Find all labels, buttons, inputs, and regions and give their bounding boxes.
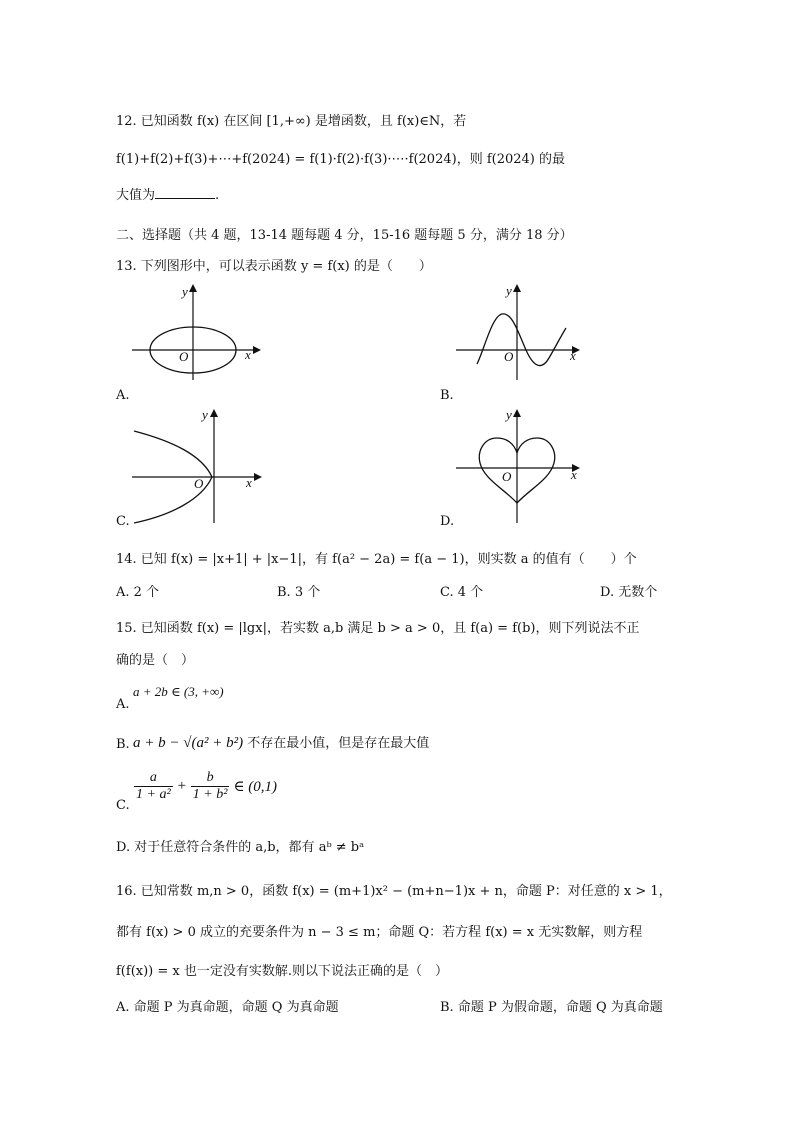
- q14-option-b: B. 3 个: [277, 585, 321, 600]
- q14-option-a: A. 2 个: [116, 585, 160, 600]
- q12-line-1: 12. 已知函数 f(x) 在区间 [1,+∞) 是增函数，且 f(x)∈N，若: [116, 114, 467, 129]
- q13-option-d: D.: [440, 514, 455, 529]
- graph-a-x-label: x: [245, 347, 251, 362]
- q15-option-b-label: B.: [116, 737, 130, 752]
- q15-option-a-math: a + 2b ∈ (3, +∞): [133, 684, 224, 699]
- graph-c-x-arrow: [254, 473, 262, 481]
- graph-c-origin: O: [194, 476, 204, 491]
- graph-a-x-arrow: [253, 346, 261, 354]
- q15-option-c-label: C.: [116, 798, 130, 813]
- q16-option-a: A. 命题 P 为真命题，命题 Q 为真命题: [116, 1000, 339, 1015]
- q13-option-c: C.: [116, 514, 130, 529]
- q15-fraction-1: [134, 770, 173, 803]
- q14-option-c: C. 4 个: [440, 585, 484, 600]
- q15-option-c: [134, 770, 277, 803]
- graph-b-y-label: y: [506, 283, 512, 298]
- q13-option-a: A.: [116, 388, 130, 403]
- graph-a-y-arrow: [189, 284, 197, 292]
- graph-d-x-label: x: [571, 467, 577, 482]
- q15-line-1: 15. 已知函数 f(x) = |lgx|，若实数 a,b 满足 b > a > 0，且 f(a) = f(b)，则下列说法不正: [116, 621, 640, 636]
- q14-stem: 14. 已知 f(x) = |x+1| + |x−1|，有 f(a² − 2a) = f(a − 1)，则实数 a 的值有（ ）个: [116, 552, 637, 567]
- graph-b-curve: [477, 314, 566, 366]
- graph-b-x-label: x: [570, 348, 576, 363]
- q16-option-b: B. 命题 P 为假命题，命题 Q 为真命题: [440, 1000, 663, 1015]
- q12-line-3-text: 大值为: [116, 188, 156, 203]
- q13-stem: 13. 下列图形中，可以表示函数 y = f(x) 的是（ ）: [116, 259, 432, 274]
- graph-c-y-label: y: [202, 407, 208, 422]
- q15-option-b: [133, 732, 429, 752]
- graph-b: [454, 282, 584, 382]
- q12-line-2: f(1)+f(2)+f(3)+⋯+f(2024) = f(1)·f(2)·f(3)·⋯·f(2024)，则 f(2024) 的最: [116, 152, 565, 167]
- q15-plus-sign: +: [176, 778, 187, 794]
- graph-c-y-arrow: [210, 409, 218, 417]
- answer-blank: [155, 186, 215, 199]
- graph-d: [454, 405, 584, 525]
- graph-d-origin: O: [502, 469, 512, 484]
- q15-fraction-1-numerator: a: [149, 770, 157, 785]
- graph-a: [128, 282, 263, 382]
- graph-c: [128, 405, 263, 525]
- graph-d-y-arrow: [513, 409, 521, 417]
- graph-b-y-arrow: [513, 284, 521, 292]
- graph-d-y-label: y: [506, 407, 512, 422]
- q16-line-2: 都有 f(x) > 0 成立的充要条件为 n − 3 ≤ m；命题 Q：若方程 f(x) = x 无实数解，则方程: [116, 925, 643, 940]
- q15-option-b-math: a + b − √(a² + b²): [133, 735, 244, 751]
- q12-line-3: [116, 186, 219, 206]
- q15-fraction-1-denominator: 1 + a²: [136, 787, 171, 802]
- q14-option-d: D. 无数个: [600, 585, 658, 600]
- graph-c-x-label: x: [246, 475, 252, 490]
- section-2-heading: 二、选择题（共 4 题，13-14 题每题 4 分，15-16 题每题 5 分，满分 18 分）: [116, 228, 573, 243]
- q16-line-1: 16. 已知常数 m,n > 0，函数 f(x) = (m+1)x² − (m+n−1)x + n，命题 P：对任意的 x > 1，: [116, 884, 672, 899]
- q15-fraction-2: [191, 770, 230, 803]
- q15-option-c-tail: ∈ (0,1): [233, 779, 278, 795]
- q15-fraction-2-numerator: b: [206, 770, 214, 785]
- q12-line-3-period: .: [215, 188, 220, 203]
- graph-a-origin: O: [179, 349, 189, 364]
- q15-fraction-2-denominator: 1 + b²: [192, 787, 228, 802]
- q13-option-b: B.: [440, 388, 454, 403]
- q15-line-2: 确的是（ ）: [116, 653, 195, 668]
- graph-b-origin: O: [504, 349, 514, 364]
- q15-option-a-label: A.: [116, 697, 130, 712]
- q15-option-b-text: 不存在最小值，但是存在最大值: [243, 736, 430, 751]
- q16-line-3: f(f(x)) = x 也一定没有实数解.则以下说法正确的是（ ）: [116, 964, 448, 979]
- graph-a-y-label: y: [182, 284, 188, 299]
- q15-option-d: D. 对于任意符合条件的 a,b，都有 aᵇ ≠ bᵃ: [116, 840, 365, 855]
